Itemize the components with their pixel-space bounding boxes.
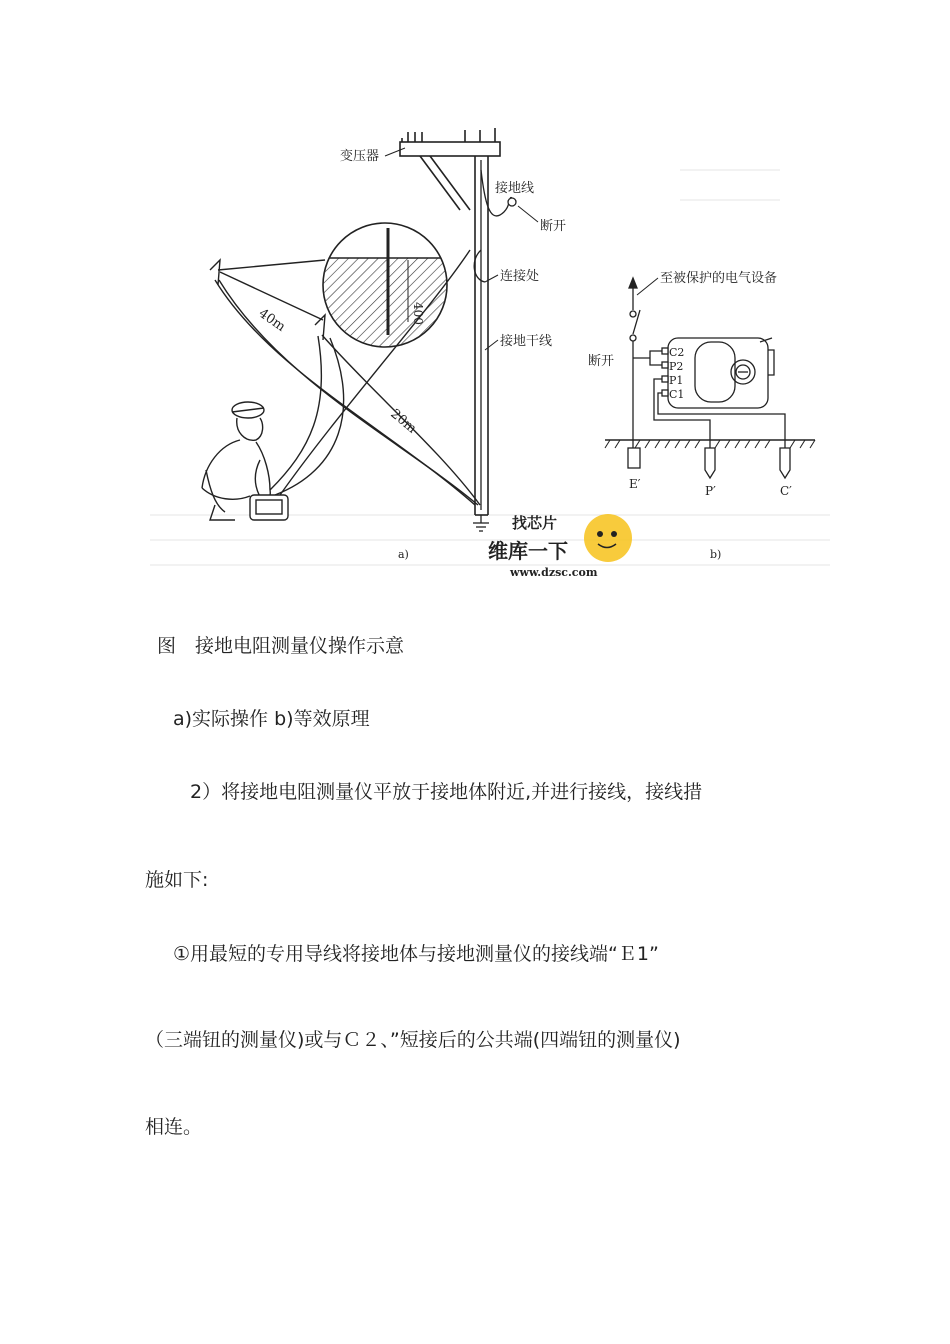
distance-40m-label: 40m <box>255 305 288 335</box>
grounding-diagram <box>140 110 840 590</box>
equivalent-circuit <box>605 278 815 448</box>
grounding-figure <box>140 110 840 590</box>
disconnect-label-a: 断开 <box>540 219 567 234</box>
figure-caption-subtitle: a)实际操作 b)等效原理 <box>173 708 370 730</box>
paragraph-step2-line2: 施如下: <box>145 869 209 891</box>
worker-illustration <box>202 402 288 520</box>
paragraph-item1-line1: ①用最短的专用导线将接地体与接地测量仪的接线端“Ｅ1” <box>173 943 659 965</box>
to-equipment-label: 至被保护的电气设备 <box>660 271 778 286</box>
soil-magnifier <box>320 223 452 353</box>
disconnect-label-b: 断开 <box>588 354 615 369</box>
part-b-tag: b) <box>710 548 722 561</box>
electrode-p-label: P′ <box>705 484 716 498</box>
electrode-c-label: C′ <box>780 484 792 498</box>
dzsc-watermark <box>488 514 632 579</box>
terminal-c1: C1 <box>669 388 685 401</box>
terminal-p2: P2 <box>669 360 684 373</box>
transformer-label: 变压器 <box>340 149 380 164</box>
terminal-p1: P1 <box>669 374 684 387</box>
connection-label: 连接处 <box>500 269 540 284</box>
depth-label: 400 <box>411 302 425 325</box>
terminal-c2: C2 <box>669 346 685 359</box>
watermark-logo-text: 找芯片 <box>512 514 558 532</box>
watermark-url: www.dzsc.com <box>510 566 598 579</box>
electrode-e-label: E′ <box>629 477 641 491</box>
ground-symbol <box>473 515 489 531</box>
ground-main-label: 接地干线 <box>500 334 553 349</box>
distance-20m-label: 20m <box>387 406 420 437</box>
part-a-tag: a) <box>398 548 409 561</box>
figure-caption-title: 图 接地电阻测量仪操作示意 <box>157 635 405 657</box>
electrodes <box>628 448 790 478</box>
paragraph-item1-line3: 相连。 <box>145 1116 203 1138</box>
ground-wire-label: 接地线 <box>495 181 535 196</box>
paragraph-step2-line1: 2）将接地电阻测量仪平放于接地体附近,并进行接线，接线措 <box>190 781 703 803</box>
watermark-slogan: 维库一下 <box>488 539 568 563</box>
paragraph-item1-line2: （三端钮的测量仪)或与Ｃ２、”短接后的公共端(四端钮的测量仪) <box>145 1029 681 1051</box>
